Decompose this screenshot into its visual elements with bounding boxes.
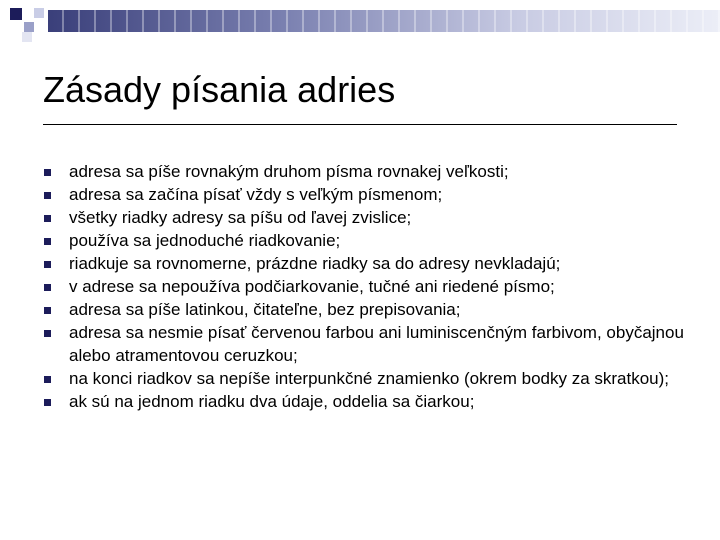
square-bullet-icon: [44, 284, 51, 291]
square-bullet-icon: [44, 307, 51, 314]
list-item-text: adresa sa píše rovnakým druhom písma rovnakej veľkosti;: [69, 162, 509, 181]
bullet-list: [44, 160, 694, 413]
slide-title: Zásady písania adries: [43, 69, 396, 110]
list-item: [44, 321, 694, 367]
list-item-text: adresa sa nesmie písať červenou farbou ani luminiscenčným farbivom, obyčajnou alebo atramentovou ceruzkou;: [69, 323, 684, 365]
decor-square-icon: [22, 32, 32, 42]
list-item: [44, 160, 694, 183]
title-divider: [43, 124, 677, 125]
list-item: [44, 390, 694, 413]
square-bullet-icon: [44, 399, 51, 406]
decor-square-icon: [34, 8, 44, 18]
square-bullet-icon: [44, 330, 51, 337]
list-item-text: v adrese sa nepoužíva podčiarkovanie, tučné ani riedené písmo;: [69, 277, 555, 296]
square-bullet-icon: [44, 169, 51, 176]
list-item-text: všetky riadky adresy sa píšu od ľavej zvislice;: [69, 208, 412, 227]
list-item: [44, 206, 694, 229]
list-item-text: adresa sa začína písať vždy s veľkým písmenom;: [69, 185, 443, 204]
square-bullet-icon: [44, 238, 51, 245]
square-bullet-icon: [44, 215, 51, 222]
list-item-text: používa sa jednoduché riadkovanie;: [69, 231, 341, 250]
decor-square-icon: [10, 8, 22, 20]
list-item: [44, 367, 694, 390]
square-bullet-icon: [44, 376, 51, 383]
list-item: [44, 275, 694, 298]
list-item: [44, 252, 694, 275]
list-item-text: riadkuje sa rovnomerne, prázdne riadky sa do adresy nevkladajú;: [69, 254, 561, 273]
list-item: [44, 298, 694, 321]
list-item-text: adresa sa píše latinkou, čitateľne, bez prepisovania;: [69, 300, 461, 319]
square-bullet-icon: [44, 192, 51, 199]
list-item-text: na konci riadkov sa nepíše interpunkčné znamienko (okrem bodky za skratkou);: [69, 369, 670, 388]
list-item: [44, 229, 694, 252]
list-item: [44, 183, 694, 206]
decor-square-icon: [24, 22, 34, 32]
list-item-text: ak sú na jednom riadku dva údaje, oddelia sa čiarkou;: [69, 392, 475, 411]
header-gradient-bar: [48, 10, 720, 32]
square-bullet-icon: [44, 261, 51, 268]
